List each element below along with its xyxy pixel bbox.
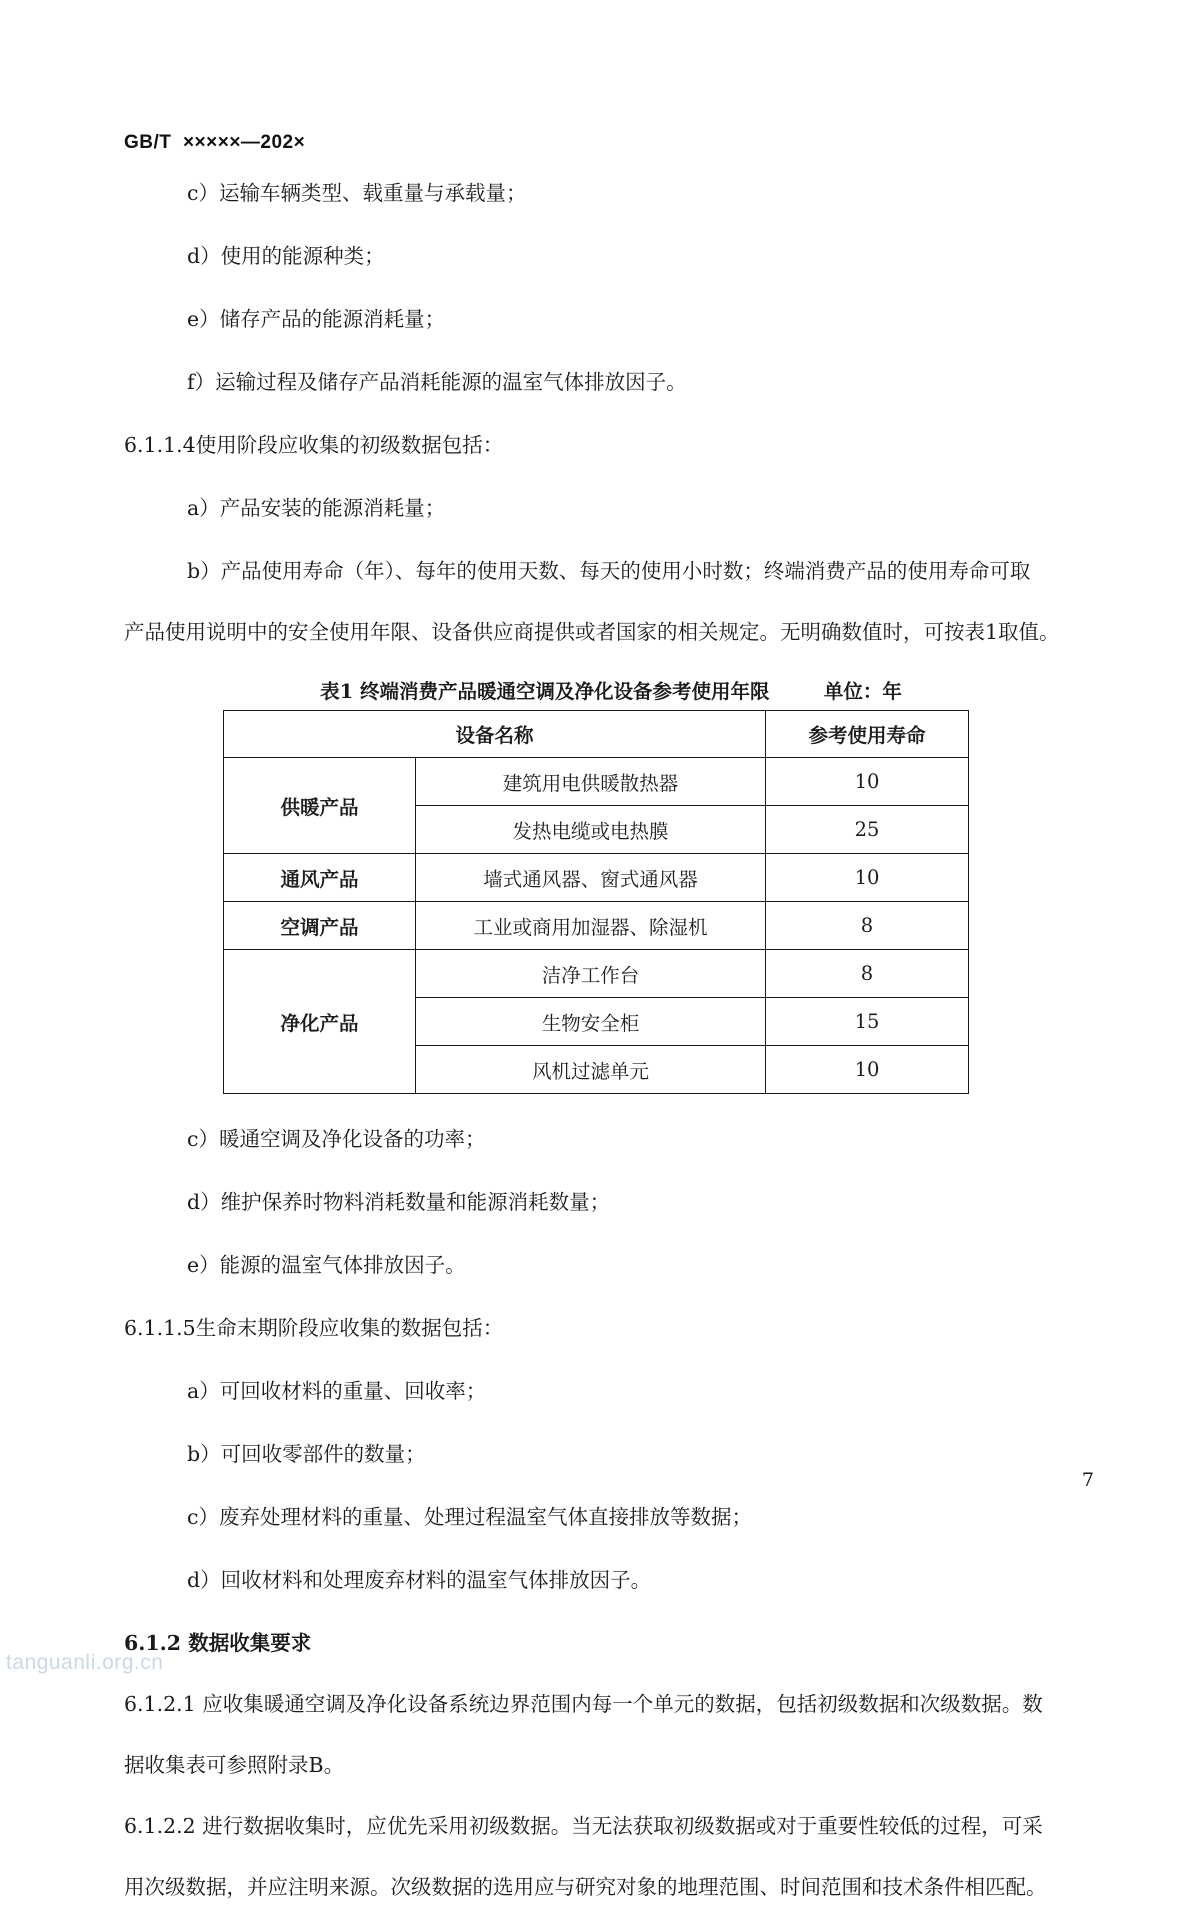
clause-6-1-2-2-line-1: 6.1.2.2 进行数据收集时，应优先采用初级数据。当无法获取初级数据或对于重要性较低的过程，可采	[124, 1814, 1043, 1838]
table-row	[223, 758, 968, 806]
table-caption: 表1 终端消费产品暖通空调及净化设备参考使用年限 单位：年	[320, 680, 902, 703]
list-marker: a）	[187, 1379, 220, 1403]
clause-text: 使用阶段应收集的初级数据包括：	[195, 433, 504, 457]
reference-life-cell: 10	[766, 1046, 969, 1094]
list-item	[124, 239, 1068, 269]
equipment-name-cell: 墙式通风器、窗式通风器	[415, 854, 765, 902]
table-1-block	[124, 676, 1068, 1094]
clause-6-1-1-5	[124, 1311, 1068, 1341]
equipment-name-cell: 发热电缆或电热膜	[415, 806, 765, 854]
list-marker: e）	[187, 1253, 220, 1277]
list-text: 可回收零部件的数量；	[220, 1442, 426, 1466]
clause-6-1-2-1-line-1: 6.1.2.1 应收集暖通空调及净化设备系统边界范围内每一个单元的数据，包括初级数据和次级数据。数	[124, 1692, 1043, 1716]
list-text: 运输过程及储存产品消耗能源的温室气体排放因子。	[215, 370, 687, 394]
list-marker: b）	[187, 1442, 221, 1466]
section-heading-6-1-2: 6.1.2 数据收集要求	[124, 1631, 312, 1655]
clause-number: 6.1.1.5	[124, 1316, 196, 1340]
reference-life-cell: 8	[766, 950, 969, 998]
list-item	[124, 1122, 1068, 1152]
watermark: tanguanli.org.cn	[6, 1651, 164, 1674]
list-marker: c）	[187, 181, 219, 205]
list-marker: a）	[187, 496, 220, 520]
reference-life-table	[223, 710, 969, 1094]
table-row	[223, 950, 968, 998]
reference-life-cell: 10	[766, 758, 969, 806]
clause-number: 6.1.1.4	[124, 433, 196, 457]
list-text: 运输车辆类型、载重量与承载量；	[218, 181, 527, 205]
equipment-name-cell: 生物安全柜	[415, 998, 765, 1046]
category-cell: 供暖产品	[223, 758, 415, 854]
list-item	[124, 1374, 1068, 1404]
list-item	[124, 302, 1068, 332]
list-text: 回收材料和处理废弃材料的温室气体排放因子。	[220, 1568, 652, 1592]
list-item	[124, 1185, 1068, 1215]
list-text: 产品使用寿命（年）、每年的使用天数、每天的使用小时数；终端消费产品的使用寿命可取	[220, 559, 1031, 583]
list-text: 维护保养时物料消耗数量和能源消耗数量；	[220, 1190, 611, 1214]
list-text: 暖通空调及净化设备的功率；	[218, 1127, 486, 1151]
clause-6-1-2-2	[124, 1809, 1068, 1900]
list-marker: d）	[187, 1190, 221, 1214]
list-marker: c）	[187, 1127, 219, 1151]
clause-text: 生命末期阶段应收集的数据包括：	[195, 1316, 504, 1340]
equipment-name-cell: 风机过滤单元	[415, 1046, 765, 1094]
reference-life-cell: 15	[766, 998, 969, 1046]
list-marker: e）	[187, 307, 220, 331]
list-marker: c）	[187, 1505, 219, 1529]
document-body	[124, 176, 1068, 1931]
list-item	[124, 365, 1068, 395]
column-header-reference-life: 参考使用寿命	[766, 711, 969, 758]
equipment-name-cell: 工业或商用加湿器、除湿机	[415, 902, 765, 950]
list-item	[124, 176, 1068, 206]
table-row	[223, 854, 968, 902]
clause-6-1-1-4	[124, 428, 1068, 458]
category-cell: 净化产品	[223, 950, 415, 1094]
list-item-b-line-1	[124, 554, 1068, 584]
clause-6-1-2-2-line-2: 用次级数据，并应注明来源。次级数据的选用应与研究对象的地理范围、时间范围和技术条件相匹配。	[124, 1875, 1047, 1899]
list-marker: d）	[187, 1568, 221, 1592]
page-number: 7	[1081, 1469, 1094, 1491]
list-text: 储存产品的能源消耗量；	[219, 307, 446, 331]
list-marker: f）	[187, 370, 216, 394]
list-item	[124, 491, 1068, 521]
equipment-name-cell: 洁净工作台	[415, 950, 765, 998]
reference-life-cell: 25	[766, 806, 969, 854]
table-row	[223, 902, 968, 950]
reference-life-cell: 10	[766, 854, 969, 902]
list-text: 产品安装的能源消耗量；	[219, 496, 446, 520]
table-header-row	[223, 711, 968, 758]
list-item-b-paragraph	[124, 554, 1068, 645]
category-cell: 通风产品	[223, 854, 415, 902]
document-standard-header: GB/T ×××××—202×	[124, 132, 306, 153]
list-text: 废弃处理材料的重量、处理过程温室气体直接排放等数据；	[218, 1505, 752, 1529]
list-marker: d）	[187, 244, 221, 268]
list-item	[124, 1500, 1068, 1530]
clause-6-1-2-1	[124, 1687, 1068, 1778]
column-header-equipment-name: 设备名称	[223, 711, 765, 758]
list-text: 能源的温室气体排放因子。	[219, 1253, 466, 1277]
list-text: 使用的能源种类；	[220, 244, 385, 268]
list-item-b-line-2: 产品使用说明中的安全使用年限、设备供应商提供或者国家的相关规定。无明确数值时，可按表1取值。	[124, 620, 1060, 644]
list-marker: b）	[187, 559, 221, 583]
equipment-name-cell: 建筑用电供暖散热器	[415, 758, 765, 806]
list-item	[124, 1437, 1068, 1467]
reference-life-cell: 8	[766, 902, 969, 950]
category-cell: 空调产品	[223, 902, 415, 950]
list-item	[124, 1248, 1068, 1278]
list-text: 可回收材料的重量、回收率；	[219, 1379, 487, 1403]
list-item	[124, 1563, 1068, 1593]
clause-6-1-2-1-line-2: 据收集表可参照附录B。	[124, 1753, 345, 1777]
